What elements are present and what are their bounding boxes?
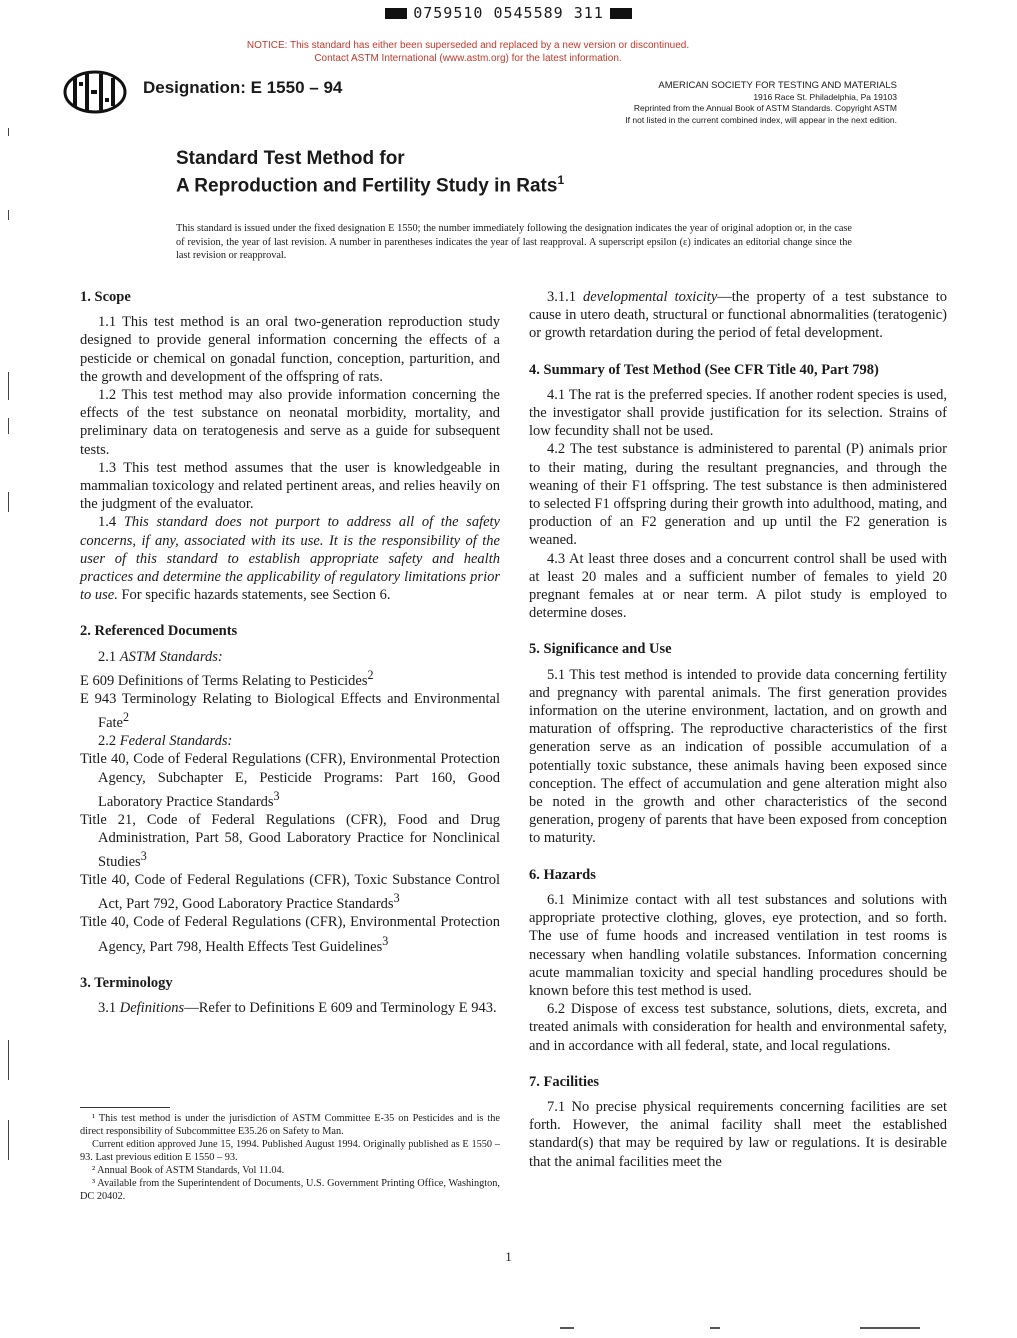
footnote-rule [80, 1107, 170, 1108]
reference-text: Title 40, Code of Federal Regulations (CFR), Environmental Protection Agency, Subchapter E, Pesticide Programs: Part 160, Good Laboratory Practice Standards [80, 751, 500, 810]
section-heading: 7. Facilities [529, 1073, 600, 1090]
footnotes [80, 1107, 500, 1203]
para-number: 1.4 [98, 514, 117, 531]
issued-note: This standard is issued under the fixed designation E 1550; the number immediately following the designation indicates the year of original adoption or, in the case of revision, the year of last revision. A number in parentheses indicates the year of last reapproval. A superscript epsilon (ε) indicates an editorial change since the last revision or reapproval. [176, 223, 852, 261]
paragraph: 6.2 Dispose of excess test substance, solutions, diets, excreta, and treated animals with consideration for health and environmental safety, and in accordance with all federal, state, and local regulations. [529, 1001, 947, 1054]
reference-text: Title 40, Code of Federal Regulations (CFR), Environmental Protection Agency, Part 798, Health Effects Test Guidelines [80, 914, 500, 955]
reprint-note: Reprinted from the Annual Book of ASTM Standards. Copyright ASTM [633, 103, 897, 113]
section-terminology [80, 974, 500, 1017]
footnote-3: ³ Available from the Superintendent of Documents, U.S. Government Printing Office, Washington, DC 20402. [80, 1178, 500, 1202]
para-tail: —the property of a test substance to cause in utero death, structural or functional abnormalities (teratogenic) or growth retardation during the period of fetal development. [529, 289, 947, 342]
designation: Designation: E 1550 – 94 [143, 78, 343, 97]
footnote-2: ² Annual Book of ASTM Standards, Vol 11.04. [92, 1165, 285, 1176]
paragraph: 4.1 The rat is the preferred species. If another rodent species is used, the investigator shall provide justification for its selection. Strains of low fecundity shall not be used. [529, 386, 947, 440]
notice-line-1: NOTICE: This standard has either been superseded and replaced by a new version or discontinued. [246, 40, 690, 51]
paragraph: 7.1 No precise physical requirements concerning facilities are set forth. However, the animal facility shall meet the established standard(s) that may be required by law or regulations. It is desirable that the animal facilities meet the [529, 1098, 947, 1170]
paragraph: 1.2 This test method may also provide information concerning the effects of the test substance on neonatal morbidity, mortality, and preliminary data on teratogenesis and serve as a guide for subsequent tests. [80, 387, 500, 458]
footnote-1-edition: Current edition approved June 15, 1994. Published August 1994. Originally published as E 1550 – 93. Last previous edition E 1550 – 93. [80, 1139, 500, 1163]
supersede-notice [0, 39, 936, 65]
scan-artifact [560, 1326, 960, 1330]
paragraph [80, 513, 500, 604]
scan-margin-mark [8, 418, 9, 434]
page-number: 1 [505, 1249, 512, 1264]
scan-margin-mark [8, 372, 9, 400]
scan-margin-mark [8, 1040, 9, 1080]
paragraph [529, 288, 947, 343]
paragraph: 4.2 The test substance is administered to parental (P) animals prior to their mating, during the resultant pregnancies, and through the weaning of their F1 offspring. The test substance is then administered to selected F1 offspring during their growth into adulthood, mating, and production of an F2 generation and up until the F2 generation is weaned. [529, 441, 947, 549]
para-number: 2.1 [98, 648, 117, 665]
scan-margin-mark [8, 1120, 9, 1160]
para-tail: —Refer to Definitions E 609 and Terminology E 943. [184, 999, 497, 1016]
footnote-mark: 3 [140, 849, 147, 864]
section-summary [529, 361, 947, 623]
reference-item [80, 811, 500, 871]
paragraph: 5.1 This test method is intended to provide data concerning fertility and pregnancy with parental animals. The first generation provides information on the uterine environment, lactation, and on growth and maturation of offspring. The reproductive characteristics of the first generation serve as an indication of possible accumulation of a potentially toxic substance, these animals having been exposed since conception. The effect of accumulation and gene alteration might also be noted in the growth and other characteristics of the second generation, progeny of parents that have been exposed from conception to maturity. [529, 666, 947, 847]
notice-line-2: Contact ASTM International (www.astm.org) for the latest information. [314, 53, 622, 64]
paragraph [80, 999, 500, 1017]
reference-item [80, 690, 500, 732]
barcode-block-right [610, 8, 632, 19]
section-heading: 2. Referenced Documents [80, 623, 238, 640]
section-referenced-documents [80, 622, 500, 955]
section-hazards [529, 866, 947, 1055]
reference-item [80, 666, 500, 690]
title-line-2 [176, 173, 564, 197]
reference-text: E 609 Definitions of Terms Relating to Pesticides [80, 672, 368, 689]
title-line-1: Standard Test Method for [176, 148, 405, 169]
barcode-block-left [385, 8, 407, 19]
reference-item [80, 913, 500, 955]
subsection-label: Federal Standards: [119, 733, 233, 750]
footnote-mark: 2 [122, 710, 130, 725]
term: Definitions [119, 999, 185, 1016]
para-number: 3.1.1 [547, 289, 576, 305]
safety-caveat: This standard does not purport to address all of the safety concerns, if any, associated with its use. It is the responsibility of the user of this standard to establish appropriate safety and health practices and determine the applicability of regulatory limitations prior to use. [80, 514, 500, 604]
section-facilities [529, 1073, 947, 1171]
scan-margin-mark [8, 210, 9, 220]
footnote-mark: 3 [393, 891, 400, 906]
footnote-mark: 2 [367, 667, 374, 682]
reference-text: E 943 Terminology Relating to Biological Effects and Environmental Fate [80, 690, 500, 731]
footnote-1: ¹ This test method is under the jurisdiction of ASTM Committee E-35 on Pesticides and is the direct responsibility of Subcommittee E35.26 on Safety to Man. [80, 1113, 500, 1137]
reference-text: Title 40, Code of Federal Regulations (CFR), Toxic Substance Control Act, Part 792, Good Laboratory Practice Standards [80, 872, 500, 913]
subsection-label: ASTM Standards: [119, 648, 223, 665]
index-note: If not listed in the current combined index, will appear in the next edition. [625, 114, 897, 125]
para-number: 3.1 [98, 999, 117, 1016]
section-terminology-cont [529, 288, 947, 343]
subsection-federal [80, 732, 500, 750]
section-scope [80, 288, 500, 604]
paragraph: 1.3 This test method assumes that the user is knowledgeable in mammalian toxicology and related pertinent areas, and relies heavily on the judgment of the evaluator. [80, 459, 500, 513]
barcode-header [0, 4, 1017, 22]
paragraph: 6.1 Minimize contact with all test substances and solutions with appropriate protective clothing, gloves, eye protection, and so forth. The use of fume hoods and increased ventilation in test rooms is necessary when handling volatile substances. Information concerning acute mammalian toxicity and special handling procedures should be known before this test method is used. [529, 891, 947, 999]
society-info [625, 80, 897, 126]
section-heading: 6. Hazards [529, 866, 596, 883]
section-significance [529, 640, 947, 847]
paragraph: 1.1 This test method is an oral two-generation reproduction study designed to provide general information concerning the effects of a pesticide or chemical on gonadal function, conception, parturition, and the growth and development of the offspring of rats. [80, 314, 500, 385]
scan-margin-mark [8, 128, 9, 136]
reference-item [80, 750, 500, 810]
left-column [80, 288, 500, 1035]
society-name: AMERICAN SOCIETY FOR TESTING AND MATERIALS [658, 80, 897, 91]
title-footnote-mark: 1 [557, 173, 565, 187]
footnote-mark: 3 [382, 933, 389, 948]
section-heading: 3. Terminology [80, 974, 173, 991]
subsection-astm [80, 648, 500, 666]
right-column [529, 288, 947, 1189]
scan-margin-mark [8, 492, 9, 512]
section-heading: 5. Significance and Use [529, 641, 672, 658]
society-address: 1916 Race St. Philadelphia, Pa 19103 [753, 91, 897, 102]
astm-logo-icon [55, 68, 135, 116]
term: developmental toxicity [583, 289, 718, 305]
reference-text: Title 21, Code of Federal Regulations (CFR), Food and Drug Administration, Part 58, Good Laboratory Practice for Nonclinical Studies [80, 811, 500, 870]
para-tail: For specific hazards statements, see Section 6. [121, 587, 391, 604]
section-heading: 1. Scope [80, 289, 131, 305]
footnote-mark: 3 [273, 788, 280, 803]
section-heading: 4. Summary of Test Method (See CFR Title 40, Part 798) [529, 361, 879, 378]
barcode-text: 0759510 0545589 311 [413, 4, 604, 22]
para-number: 2.2 [98, 733, 117, 750]
reference-item [80, 871, 500, 913]
title-text: A Reproduction and Fertility Study in Rats [176, 175, 558, 197]
paragraph: 4.3 At least three doses and a concurrent control shall be used with at least 20 males and a sufficient number of females to yield 20 pregnant females at or near term. A pilot study is employed to determine doses. [529, 550, 947, 622]
